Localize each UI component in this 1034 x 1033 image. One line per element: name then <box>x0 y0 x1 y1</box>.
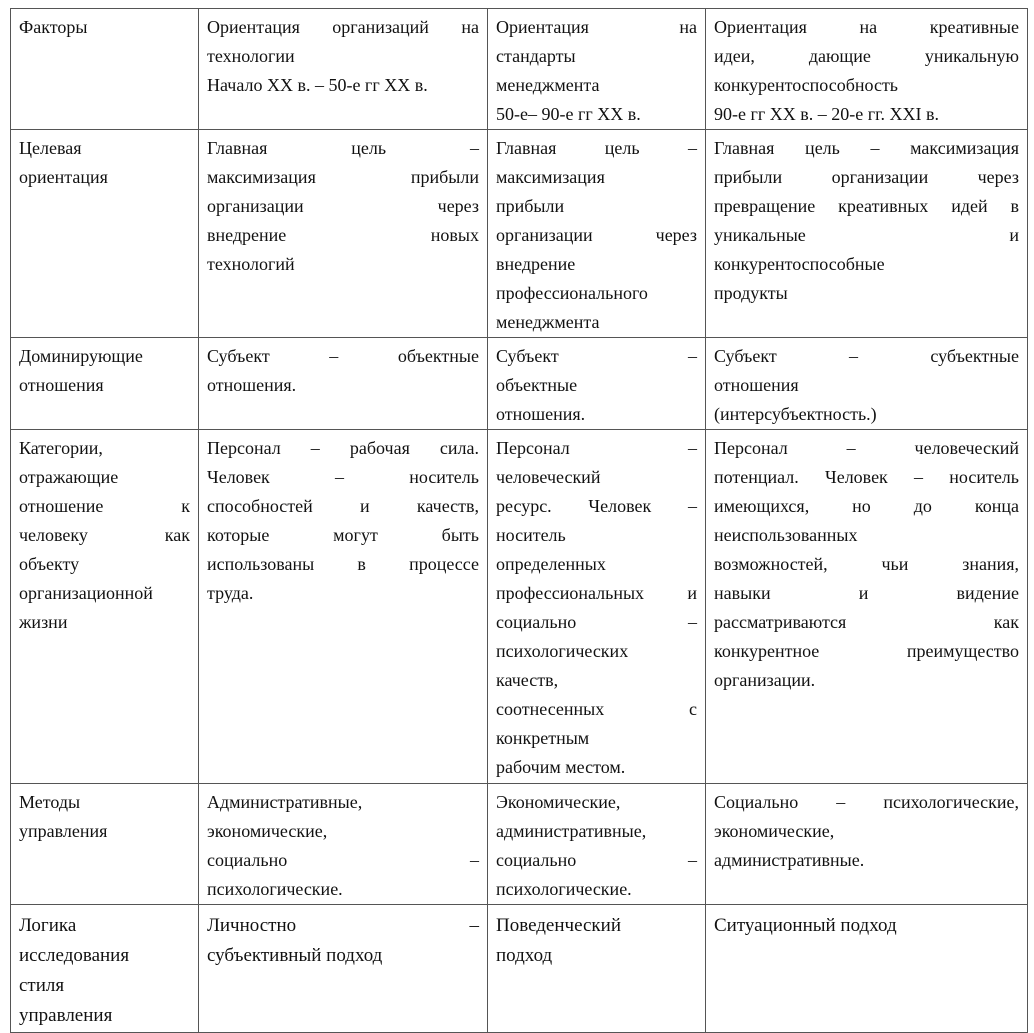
cell-text-line: рабочим местом. <box>496 757 626 777</box>
comparison-table <box>10 8 1028 1033</box>
cell-text-line: прибыли организации через <box>714 167 1019 187</box>
cell-text-line: Главная цель – <box>496 138 697 158</box>
table-cell <box>488 430 706 784</box>
cell-text-line: социально – <box>207 850 479 870</box>
cell-text-line: Персонал – человеческий <box>714 438 1019 458</box>
table-cell <box>11 130 199 338</box>
cell-text-line: организации через <box>207 196 479 216</box>
cell-text-line: Главная цель – <box>207 138 479 158</box>
table-cell <box>706 784 1028 905</box>
cell-text-line: Субъект – субъектные <box>714 346 1019 366</box>
cell-text-line: отражающие <box>19 467 119 487</box>
cell-text-line: Субъект – <box>496 346 697 366</box>
cell-text-line: потенциал. Человек – носитель <box>714 467 1019 487</box>
table-cell <box>199 338 488 430</box>
table-cell <box>11 905 199 1033</box>
cell-text-line: отношения. <box>207 375 297 395</box>
table-cell <box>706 130 1028 338</box>
cell-text-line: менеджмента <box>496 312 600 332</box>
header-cell <box>199 9 488 130</box>
cell-text-line: Ориентация на <box>496 17 697 37</box>
cell-text-line: социально – <box>496 850 697 870</box>
header-cell <box>706 9 1028 130</box>
cell-text-line: психологические. <box>207 879 343 899</box>
cell-text-line: менеджмента <box>496 75 600 95</box>
table-cell <box>199 905 488 1033</box>
cell-text-line: объекту <box>19 554 80 574</box>
cell-text-line: конкурентное преимущество <box>714 641 1019 661</box>
cell-text-line: конкурентоспособность <box>714 75 899 95</box>
cell-text-line: максимизация прибыли <box>207 167 479 187</box>
cell-text-line: ресурс. Человек – <box>496 496 697 516</box>
cell-text-line: технологий <box>207 254 295 274</box>
cell-text-line: труда. <box>207 583 254 603</box>
cell-text-line: экономические, <box>207 821 328 841</box>
cell-text-line: управления <box>19 821 108 841</box>
cell-text-line: идеи, дающие уникальную <box>714 46 1019 66</box>
table-cell <box>11 338 199 430</box>
cell-text-line: исследования <box>19 945 130 966</box>
cell-text-line: Логика <box>19 915 77 936</box>
cell-text-line: психологических <box>496 641 629 661</box>
cell-text-line: административные, <box>496 821 647 841</box>
cell-text-line: возможностей, чьи знания, <box>714 554 1019 574</box>
cell-text-line: Человек – носитель <box>207 467 479 487</box>
cell-text-line: внедрение <box>496 254 576 274</box>
cell-text-line: технологии <box>207 46 295 66</box>
cell-text-line: уникальные и <box>714 225 1019 245</box>
cell-text-line: Целевая <box>19 138 82 158</box>
header-cell <box>11 9 199 130</box>
cell-text-line: Ситуационный подход <box>714 915 897 936</box>
table-cell <box>706 338 1028 430</box>
cell-text-line: носитель <box>496 525 566 545</box>
table-cell <box>488 905 706 1033</box>
table-cell <box>199 784 488 905</box>
cell-text-line: Факторы <box>19 17 88 37</box>
cell-text-line: превращение креативных идей в <box>714 196 1019 216</box>
cell-text-line: способностей и качеств, <box>207 496 479 516</box>
cell-text-line: стиля <box>19 975 65 996</box>
cell-text-line: жизни <box>19 612 68 632</box>
table-header-row <box>11 9 1028 130</box>
cell-text-line: неиспользованных <box>714 525 858 545</box>
cell-text-line: Персонал – <box>496 438 697 458</box>
cell-text-line: рассматриваются как <box>714 612 1019 632</box>
cell-text-line: ориентация <box>19 167 108 187</box>
cell-text-line: человеку как <box>19 525 190 545</box>
cell-text-line: человеческий <box>496 467 601 487</box>
cell-text-line: Поведенческий <box>496 915 621 936</box>
cell-text-line: (интерсубъектность.) <box>714 404 877 424</box>
cell-text-line: управления <box>19 1005 113 1026</box>
cell-text-line: качеств, <box>496 670 559 690</box>
cell-text-line: социально – <box>496 612 697 632</box>
cell-text-line: стандарты <box>496 46 576 66</box>
cell-text-line: организации. <box>714 670 816 690</box>
table-cell <box>706 430 1028 784</box>
cell-text-line: организации через <box>496 225 697 245</box>
table-row-dominant-relations <box>11 338 1028 430</box>
cell-text-line: психологические. <box>496 879 632 899</box>
cell-text-line: продукты <box>714 283 788 303</box>
table-row-categories <box>11 430 1028 784</box>
cell-text-line: Главная цель – максимизация <box>714 138 1019 158</box>
cell-text-line: Персонал – рабочая сила. <box>207 438 479 458</box>
cell-text-line: Личностно – <box>207 915 479 936</box>
cell-text-line: отношения <box>714 375 799 395</box>
table-cell <box>11 430 199 784</box>
cell-text-line: использованы в процессе <box>207 554 479 574</box>
cell-text-line: прибыли <box>496 196 565 216</box>
cell-text-line: административные. <box>714 850 865 870</box>
table-cell <box>706 905 1028 1033</box>
cell-text-line: объектные <box>496 375 578 395</box>
table-cell <box>199 430 488 784</box>
table-row-research-logic <box>11 905 1028 1033</box>
table-row-target-orientation <box>11 130 1028 338</box>
cell-text-line: субъективный подход <box>207 945 383 966</box>
table-cell <box>488 338 706 430</box>
cell-text-line: конкретным <box>496 728 590 748</box>
cell-text-line: Методы <box>19 792 81 812</box>
cell-text-line: внедрение новых <box>207 225 479 245</box>
table-cell <box>488 784 706 905</box>
cell-text-line: отношения <box>19 375 104 395</box>
cell-text-line: Ориентация на креативные <box>714 17 1019 37</box>
cell-text-line: профессиональных и <box>496 583 697 603</box>
cell-text-line: конкурентоспособные <box>714 254 885 274</box>
cell-text-line: организационной <box>19 583 153 603</box>
cell-text-line: экономические, <box>714 821 835 841</box>
cell-text-line: отношение к <box>19 496 190 516</box>
cell-text-line: Экономические, <box>496 792 621 812</box>
cell-text-line: Социально – психологические, <box>714 792 1019 812</box>
cell-text-line: которые могут быть <box>207 525 479 545</box>
cell-text-line: максимизация <box>496 167 605 187</box>
table-cell <box>11 784 199 905</box>
table-cell <box>199 130 488 338</box>
cell-text-line: отношения. <box>496 404 586 424</box>
cell-text-line: 90-е гг XX в. – 20-е гг. XXI в. <box>714 104 939 124</box>
cell-text-line: профессионального <box>496 283 648 303</box>
cell-text-line: подход <box>496 945 553 966</box>
cell-text-line: Доминирующие <box>19 346 143 366</box>
table-row-management-methods <box>11 784 1028 905</box>
cell-text-line: определенных <box>496 554 606 574</box>
header-cell <box>488 9 706 130</box>
cell-text-line: 50-е– 90-е гг XX в. <box>496 104 641 124</box>
cell-text-line: навыки и видение <box>714 583 1019 603</box>
cell-text-line: Начало XX в. – 50-е гг XX в. <box>207 75 428 95</box>
cell-text-line: соотнесенных с <box>496 699 697 719</box>
cell-text-line: имеющихся, но до конца <box>714 496 1019 516</box>
table-cell <box>488 130 706 338</box>
cell-text-line: Административные, <box>207 792 363 812</box>
cell-text-line: Субъект – объектные <box>207 346 479 366</box>
cell-text-line: Ориентация организаций на <box>207 17 479 37</box>
cell-text-line: Категории, <box>19 438 103 458</box>
